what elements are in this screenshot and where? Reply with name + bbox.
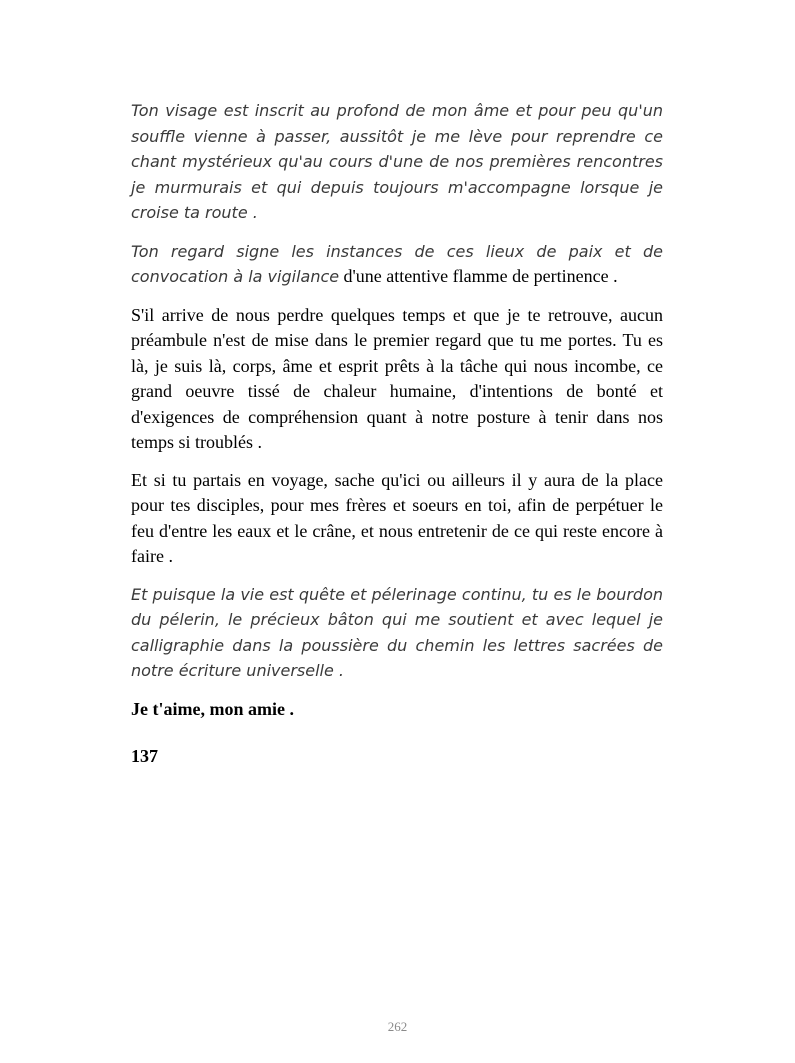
paragraph-1: Ton visage est inscrit au profond de mon âme et pour peu qu'un souffle vienne à passer, aussitôt je me lève pour reprendre ce chant mystérieux qu'au cours d'une de nos premières rencontres je murmurais et qui depuis toujours m'accompagne lorsque je croise ta route .	[131, 101, 663, 222]
text-body	[131, 98, 663, 722]
paragraph-2-italic: Ton regard signe les instances de ces lieux de paix et de convocation à la vigilance	[131, 241, 663, 286]
poem-number: 137	[131, 746, 158, 766]
paragraph-2-roman: d'une attentive flamme de pertinence .	[343, 266, 618, 286]
paragraph-2	[131, 239, 663, 290]
paragraph-4: Et si tu partais en voyage, sache qu'ici ou ailleurs il y aura de la place pour tes disciples, pour mes frères et soeurs en toi, afin de perpétuer le feu d'entre les eaux et le crâne, et nous entretenir de ce qui reste encore à faire .	[131, 469, 663, 566]
paragraph-3: S'il arrive de nous perdre quelques temps et que je te retrouve, aucun préambule n'est de mise dans le premier regard que tu me portes. Tu es là, je suis là, corps, âme et esprit prêts à la tâche qui nous incombe, ce grand oeuvre tissé de chaleur humaine, d'intentions de bonté et d'exigences de compréhension quant à notre posture à tenir dans nos temps si troublés .	[131, 304, 663, 452]
paragraph-6: Je t'aime, mon amie .	[131, 698, 294, 719]
paragraph-5: Et puisque la vie est quête et pélerinage continu, tu es le bourdon du pélerin, le précieux bâton qui me soutient et avec lequel je calligraphie dans la poussière du chemin les lettres sacrées de notre écriture universelle .	[131, 584, 663, 680]
page-number: 262	[387, 1019, 408, 1034]
